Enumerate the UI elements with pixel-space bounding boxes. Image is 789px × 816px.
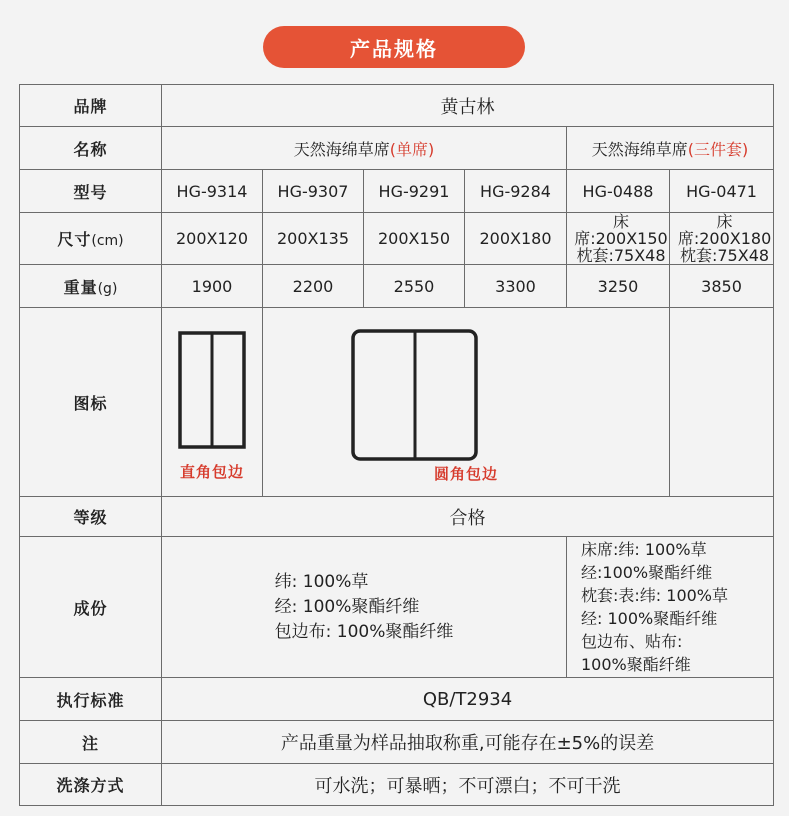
note-label: 注: [20, 721, 162, 764]
size-cell: 200X135: [263, 213, 364, 265]
name-set-type: (三件套): [687, 139, 749, 159]
composition-line: 包边布、贴布:: [581, 632, 683, 651]
grade-label: 等级: [20, 497, 162, 537]
round-corner-caption: 圆角包边: [433, 464, 498, 483]
composition-line: 枕套:表:纬: 100%草: [581, 586, 729, 605]
size-set-mat: 床席:200X180: [677, 212, 772, 248]
composition-line: 经: 100%聚酯纤维: [581, 609, 718, 628]
size-set-pillow: 枕套:75X48: [679, 246, 770, 265]
name-single-text: 天然海绵草席: [293, 139, 390, 159]
name-set: [567, 127, 774, 170]
weight-label-text: 重量: [63, 277, 98, 297]
row-icon: [20, 308, 774, 497]
model-cell: HG-9307: [263, 170, 364, 213]
composition-label: 成份: [20, 537, 162, 678]
size-cell: 200X150: [364, 213, 465, 265]
composition-line: 经: 100%聚酯纤维: [274, 596, 420, 617]
row-size: [20, 213, 774, 265]
size-cell: 200X180: [465, 213, 567, 265]
model-cell: HG-0471: [670, 170, 774, 213]
row-brand: [20, 85, 774, 127]
row-note: [20, 721, 774, 764]
weight-unit: (g): [97, 280, 118, 297]
size-set-mat: 床席:200X150: [574, 212, 668, 248]
weight-cell: 3300: [465, 265, 567, 308]
row-weight: [20, 265, 774, 308]
weight-cell: 2550: [364, 265, 465, 308]
page-title: 产品规格: [263, 26, 525, 68]
weight-cell: 3850: [670, 265, 774, 308]
size-label: [20, 213, 162, 265]
size-label-text: 尺寸: [57, 230, 92, 249]
weight-cell: 2200: [263, 265, 364, 308]
composition-line: 床席:纬: 100%草: [581, 540, 707, 559]
grade-value: 合格: [162, 497, 774, 537]
size-set-cell: [670, 213, 774, 265]
square-corner-caption: 直角包边: [179, 462, 244, 481]
row-model: [20, 170, 774, 213]
brand-label: 品牌: [20, 85, 162, 127]
size-cell: 200X120: [162, 213, 263, 265]
square-corner-cell: [162, 308, 263, 497]
row-washing: [20, 764, 774, 806]
weight-label: [20, 265, 162, 308]
model-cell: HG-9284: [465, 170, 567, 213]
size-set-cell: [567, 213, 670, 265]
standard-label: 执行标准: [20, 678, 162, 721]
composition-single: [162, 537, 567, 678]
standard-value: QB/T2934: [162, 678, 774, 721]
washing-value: 可水洗；可暴晒；不可漂白；不可干洗: [162, 764, 774, 806]
model-cell: HG-0488: [567, 170, 670, 213]
name-single: [162, 127, 567, 170]
round-corner-mat-icon: [263, 321, 670, 461]
composition-set: [567, 537, 774, 678]
composition-line: 纬: 100%草: [274, 571, 369, 592]
model-label: 型号: [20, 170, 162, 213]
row-name: [20, 127, 774, 170]
composition-line: 经:100%聚酯纤维: [581, 563, 713, 582]
brand-value: 黄古林: [162, 85, 774, 127]
square-corner-mat-icon: [162, 323, 263, 453]
row-standard: [20, 678, 774, 721]
name-set-text: 天然海绵草席: [591, 139, 688, 159]
washing-label: 洗涤方式: [20, 764, 162, 806]
model-cell: HG-9314: [162, 170, 263, 213]
spec-table: [19, 84, 774, 806]
model-cell: HG-9291: [364, 170, 465, 213]
row-composition: [20, 537, 774, 678]
icon-label: 图标: [20, 308, 162, 497]
icon-empty-cell: [670, 308, 774, 497]
weight-cell: 1900: [162, 265, 263, 308]
weight-cell: 3250: [567, 265, 670, 308]
size-set-pillow: 枕套:75X48: [576, 246, 666, 265]
size-unit: (cm): [91, 233, 124, 249]
row-grade: [20, 497, 774, 537]
name-label: 名称: [20, 127, 162, 170]
composition-line: 100%聚酯纤维: [581, 655, 691, 674]
composition-line: 包边布: 100%聚酯纤维: [274, 621, 454, 642]
round-corner-cell: [263, 308, 670, 497]
name-single-type: (单席): [389, 139, 435, 159]
note-value: 产品重量为样品抽取称重,可能存在±5%的误差: [162, 721, 774, 764]
